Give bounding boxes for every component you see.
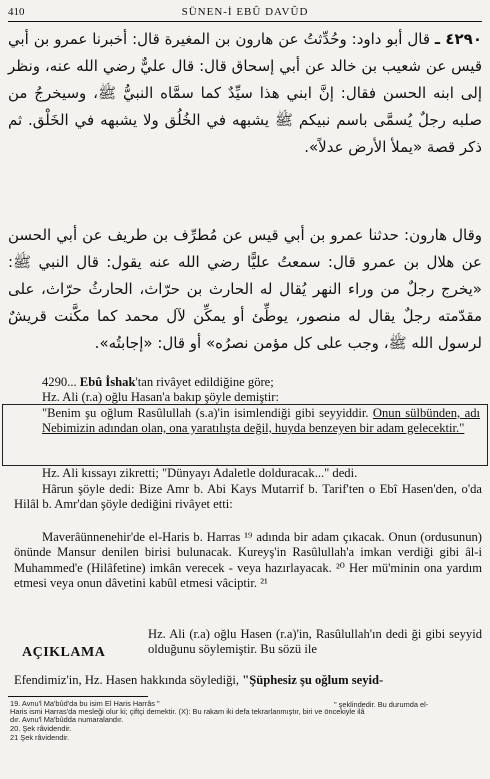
arabic-hadith-text [8, 26, 482, 161]
underlined-quote: Onun sülbünden, adı Nebimizin adından olan, ona yaratılışta değil, huyda benzeyen bir adam gelecektir." [42, 405, 480, 435]
running-title: SÜNEN-İ EBÛ DAVÛD [181, 6, 309, 18]
commentary-paragraph-2 [14, 673, 482, 688]
arabic-hadith-text-2 [8, 222, 482, 357]
footnote-21: 21 Şek râvidendir. [10, 733, 70, 742]
commentary-bold-quote: "Şüphesiz şu oğlum seyid- [242, 673, 384, 687]
quote-start: "Benim şu oğlum Rasûlullah (s.a)'in isimlendiği gibi seyyiddir. [42, 405, 373, 420]
hadith-number-latin: 4290... [42, 375, 77, 389]
footnote-20: 20. Şek râvidendir. [10, 724, 72, 733]
translation-paragraph-3: Hârun şöyle dedi: Bize Amr b. Abi Kays Mutarrif b. Tarif'ten o Ebî Hasen'den, o'da Hilâl b. Amr'dan şöyle dediğini rivâyet etti: [14, 482, 482, 512]
commentary-paragraph-1: Hz. Ali (r.a) oğlu Hasen (r.a)'in, Rasûlullah'ın dedi ği gibi seyyid olduğunu söylemiştir. Bu sözü ile [148, 627, 482, 657]
narrator-name: Ebû İshak [79, 375, 136, 389]
header-rule [8, 21, 482, 22]
translation-paragraph-2: Hz. Ali kıssayı zikretti; "Dünyayı Adaletle dolduracak..." dedi. [42, 466, 358, 480]
narration-line-2: Hz. Ali (r.a) oğlu Hasan'a bakıp şöyle demiştir: [42, 390, 279, 405]
footnote-19-line-3: dır. Avnu'l Ma'bûdda numaralandır. [10, 715, 124, 724]
footnote-19-continued: " şeklindedir. Bu durumda el- [334, 700, 429, 709]
narration-intro: 'tan rivâyet edildiğine göre; [135, 375, 274, 389]
footnote-19-line-2: Haris ismi Harras'da mesleği olur ki; çiftçi demektir. (X): Bu rakam iki defa tekrarlanmıştır, biri ve öncekiyle ilâ [10, 707, 365, 716]
translation-paragraph-1 [42, 375, 480, 436]
commentary-text: Efendimiz'in, Hz. Hasen hakkında söylediği, [14, 673, 243, 687]
page-number: 410 [8, 6, 25, 18]
arabic-paragraph-2: وقال هارون: حدثنا عمرو بن أبي قيس عن مُطرِّف بن طريف عن أبي الحسن عن هلال بن عمرو قال: سمعتُ عليًّا رضي الله عنه يقول: قال النبي ﷺ: «يخرج رجلٌ من وراء النهر يُقال له الحارث بن حرّاث، الحارثُ حرّاث، على مقدّمته رجلٌ يقال له منصور، يوطِّئ أو يمكِّن لآل محمد كما مكَّنت قريشٌ لرسول الله ﷺ، وجب على كل مؤمن نصرُه» أو قال: «إجابتُه». [8, 226, 482, 352]
hadith-number: ٤٢٩٠ ـ [434, 30, 482, 48]
footnote-19: 19. Avnu'l Ma'bûd'da bu isim El Haris Harrâs " [10, 699, 160, 708]
section-heading-aciklama: AÇIKLAMA [22, 645, 106, 660]
footnote-rule [8, 696, 148, 697]
translation-paragraph-4: Maverâünnenehir'de el-Haris b. Harras ¹⁹ adında bir adam çıkacak. Onun (ordusunun) önünde Mansur denilen birisi bulunacak. Kureyş'in Rasûlullah'a imkan verdiği gibi âl-i Muhammed'e (Hilâfetine) imkân verecek - veya hazırlayacak. ²⁰ Her mü'minin ona yardım etmesi veya onun dâvetini kabûl etmesi vâciptir. ²¹ [14, 530, 482, 590]
arabic-paragraph-1: قال أبو داود: وحُدِّثتُ عن هارون بن المغيرة قال: أخبرنا عمرو بن أبي قيس عن شعيب بن خالد عن أبي إسحاق قال: قال عليٌّ رضي الله عنه، ونظر إلى ابنه الحسن فقال: إنَّ ابني هذا سيِّدٌ كما سمَّاه النبيُّ ﷺ، وسيخرجُ من صلبه رجلٌ يُسمَّى باسم نبيكم ﷺ يشبهه في الخُلُق ولا يشبهه في الخَلْق. ثم ذكر قصة «يملأ الأرض عدلاً». [8, 30, 482, 156]
page-header [8, 6, 482, 22]
